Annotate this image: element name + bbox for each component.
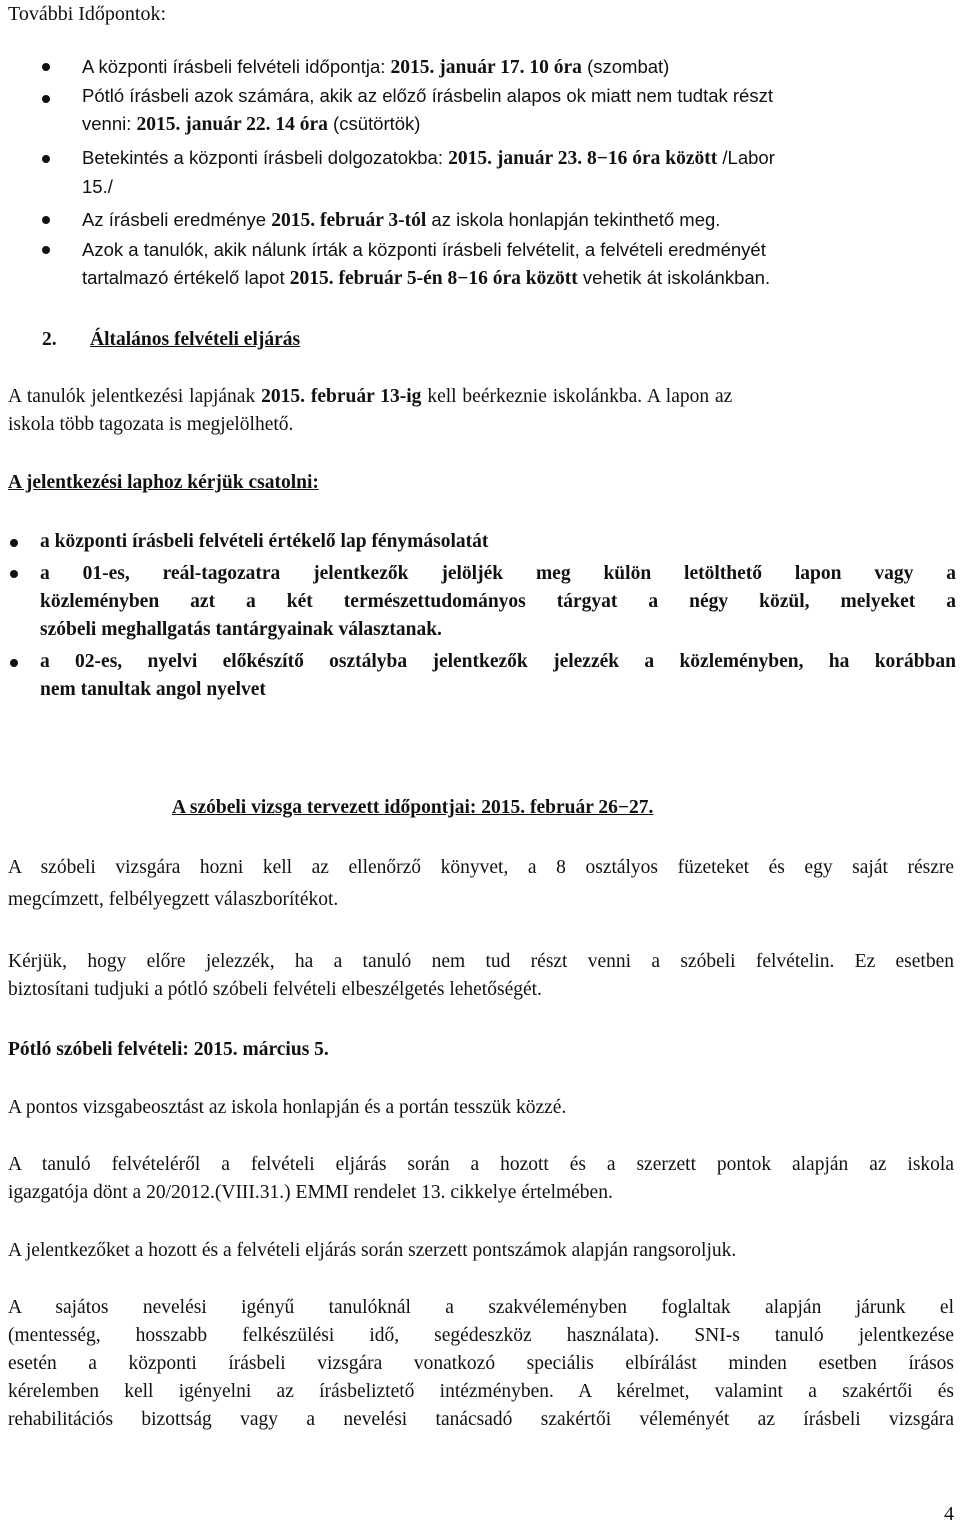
- section2-paragraph: A tanulók jelentkezési lapjának 2015. február 13-ig kell beérkeznie iskolánkba. A lapon az iskola több tagozata is megjelölhető.: [8, 386, 733, 435]
- list-item: Pótló írásbeli azok számára, akik az előző írásbelin alapos ok miatt nem tudtak részt venni: 2015. január 22. 14 óra (csütörtök): [82, 85, 773, 135]
- section-number: 2.: [42, 329, 57, 350]
- makeup-oral-date: Pótló szóbeli felvételi: 2015. március 5.: [8, 1039, 329, 1060]
- bullet-icon: [42, 246, 50, 254]
- oral-exam-paragraph-1: A szóbeli vizsgára hozni kell az ellenőrző könyvet, a 8 osztályos füzeteket és egy saját részre megcímzett, felbélyegzett válaszborítékot.: [8, 857, 954, 910]
- attachments-title: A jelentkezési laphoz kérjük csatolni:: [8, 472, 319, 493]
- bullet-icon: [10, 570, 18, 578]
- bullet-icon: [42, 216, 50, 224]
- list-item: Az írásbeli eredménye 2015. február 3-tól az iskola honlapján tekinthető meg.: [82, 209, 721, 231]
- list-item: Azok a tanulók, akik nálunk írták a központi írásbeli felvételit, a felvételi eredményét tartalmazó értékelő lapot 2015. február 5-én 8−16 óra között vehetik át iskolánkban.: [82, 239, 771, 289]
- oral-exam-paragraph-3: A pontos vizsgabeosztást az iskola honlapján és a portán tesszük közzé.: [8, 1097, 567, 1118]
- oral-exam-paragraph-4: A tanuló felvételéről a felvételi eljárás során a hozott és a szerzett pontok alapján az iskola igazgatója dönt a 20/2012.(VIII.31.) EMMI rendelet 13. cikkelye értelmében.: [8, 1154, 954, 1203]
- bullet-icon: [42, 155, 50, 163]
- further-dates-title: További Időpontok:: [8, 3, 167, 25]
- page-number: 4: [944, 1503, 954, 1525]
- list-item: Betekintés a központi írásbeli dolgozatokba: 2015. január 23. 8−16 óra között /Labor 15./: [82, 147, 775, 197]
- section-title: Általános felvételi eljárás: [90, 329, 301, 350]
- bullet-icon: [42, 95, 50, 103]
- bullet-icon: [10, 539, 18, 547]
- oral-exam-paragraph-5: A jelentkezőket a hozott és a felvételi eljárás során szerzett pontszámok alapján rangsoroljuk.: [8, 1240, 737, 1261]
- bullet-icon: [42, 63, 50, 71]
- oral-exam-paragraph-2: Kérjük, hogy előre jelezzék, ha a tanuló nem tud részt venni a szóbeli felvételin. Ez esetben biztosítani tudjuki a pótló szóbeli felvételi elbeszélgetés lehetőségét.: [8, 951, 954, 1000]
- oral-exam-paragraph-6: A sajátos nevelési igényű tanulóknál a szakvéleményben foglaltak alapján járunk el (mentesség, hosszabb felkészülési idő, segédeszköz használata). SNI-s tanuló jelentkezése esetén a központi írásbeli vizsgára vonatkozó speciális elbírálást minden esetben írásos kérelemben kell igényelni az írásbeliztető intézményben. A kérelmet, valamint a szakértői és rehabilitációs bizottság vagy a nevelési tanácsadó szakértői véleményét az írásbeli vizsgára: [8, 1297, 954, 1430]
- list-item: A központi írásbeli felvételi időpontja: 2015. január 17. 10 óra (szombat): [82, 56, 670, 78]
- list-item: a központi írásbeli felvételi értékelő lap fénymásolatát: [40, 531, 489, 552]
- list-item: a 01-es, reál-tagozatra jelentkezők jelöljék meg külön letölthető lapon vagy a közleményben azt a két természettudományos tárgyat a négy közül, melyeket a szóbeli meghallgatás tantárgyainak választanak.: [40, 563, 956, 640]
- oral-exam-title: A szóbeli vizsga tervezett időpontjai: 2015. február 26−27.: [172, 797, 654, 818]
- list-item: a 02-es, nyelvi előkészítő osztályba jelentkezők jelezzék a közleményben, ha korábban nem tanultak angol nyelvet: [40, 651, 956, 700]
- bullet-icon: [10, 659, 18, 667]
